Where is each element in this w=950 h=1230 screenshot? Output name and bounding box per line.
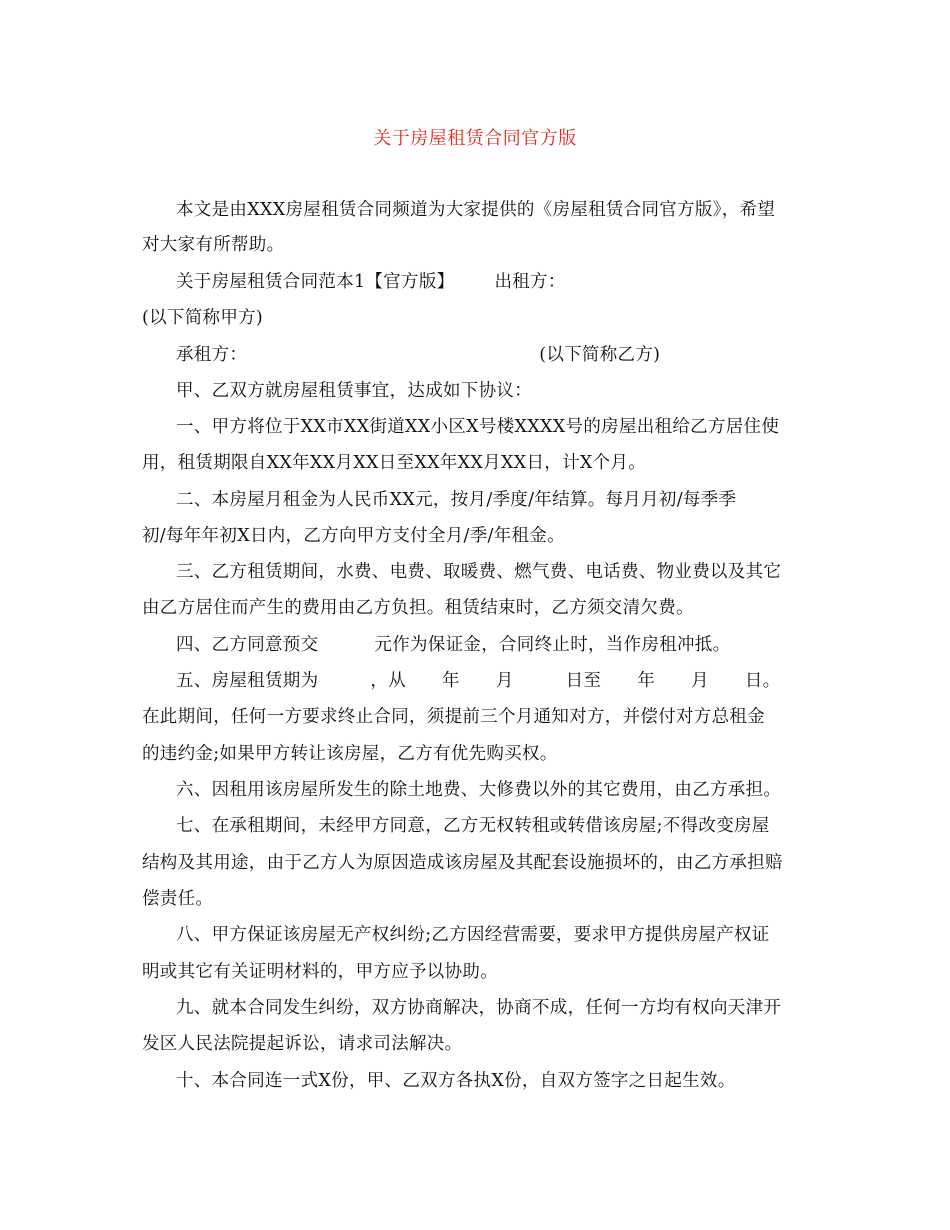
clause-5-part-e: 日至	[565, 671, 602, 691]
clause-5-part-b: ，从	[370, 671, 407, 691]
lessor-alias: (以下简称甲方)	[142, 308, 264, 328]
lessee-label: 承租方：	[176, 345, 248, 365]
clause-7-line-3: 偿责任。	[142, 889, 214, 909]
agreement-line: 甲、乙双方就房屋租赁事宜，达成如下协议：	[176, 381, 532, 401]
lessee-alias: (以下简称乙方)	[539, 345, 661, 365]
clause-5-part-c: 年	[442, 671, 460, 691]
clause-7-line-2: 结构及其用途，由于乙方人为原因造成该房屋及其配套设施损坏的，由乙方承担赔	[142, 853, 783, 873]
clause-7-line-1: 七、在承租期间，未经甲方同意，乙方无权转租或转借该房屋;不得改变房屋	[176, 816, 770, 836]
clause-5-part-g: 月	[691, 671, 709, 691]
sample-heading-line	[176, 270, 822, 294]
clause-1-line-1: 一、甲方将位于XX市XX街道XX小区X号楼XXXX号的房屋出租给乙方居住使	[176, 417, 780, 437]
intro-line-2: 对大家有所帮助。	[142, 235, 285, 255]
clause-5-line-3: 的违约金;如果甲方转让该房屋，乙方有优先购买权。	[142, 744, 558, 764]
clause-5-part-h: 日。	[744, 671, 781, 691]
clause-4-part-a: 四、乙方同意预交	[176, 635, 319, 655]
clause-10-line: 十、本合同连一式X份，甲、乙双方各执X份，自双方签字之日起生效。	[176, 1071, 736, 1091]
clause-5-line-2: 在此期间，任何一方要求终止合同，须提前三个月通知对方，并偿付对方总租金	[142, 707, 765, 727]
clause-9-line-2: 发区人民法院提起诉讼，请求司法解决。	[142, 1034, 463, 1054]
clause-2-line-2: 初/每年年初X日内，乙方向甲方支付全月/季/年租金。	[142, 526, 565, 546]
clause-1-line-2: 用，租赁期限自XX年XX月XX日至XX年XX月XX日，计X个月。	[142, 453, 647, 473]
clause-4-part-b: 元作为保证金，合同终止时，当作房租冲抵。	[374, 635, 731, 655]
clause-3-line-1: 三、乙方租赁期间，水费、电费、取暖费、燃气费、电话费、物业费以及其它	[176, 562, 782, 582]
sample-heading: 关于房屋租赁合同范本1【官方版】	[176, 272, 455, 292]
clause-2-line-1: 二、本房屋月租金为人民币XX元，按月/季度/年结算。每月月初/每季季	[176, 490, 737, 510]
clause-4-line	[176, 633, 822, 657]
clause-5-part-d: 月	[495, 671, 514, 691]
clause-5-part-f: 年	[637, 671, 656, 691]
document-title: 关于房屋租赁合同官方版	[373, 128, 577, 149]
clause-5-line-1	[176, 669, 822, 693]
clause-3-line-2: 由乙方居住而产生的费用由乙方负担。租赁结束时，乙方须交清欠费。	[142, 598, 694, 618]
clause-6-line: 六、因租用该房屋所发生的除土地费、大修费以外的其它费用，由乙方承担。	[176, 780, 782, 800]
intro-line-1: 本文是由XXX房屋租赁合同频道为大家提供的《房屋租赁合同官方版》，希望	[176, 200, 776, 220]
clause-5-part-a: 五、房屋租赁期为	[176, 671, 319, 691]
clause-8-line-2: 明或其它有关证明材料的，甲方应予以协助。	[142, 962, 498, 982]
lessee-line	[176, 343, 822, 367]
clause-8-line-1: 八、甲方保证该房屋无产权纠纷;乙方因经营需要，要求甲方提供房屋产权证	[176, 925, 770, 945]
clause-9-line-1: 九、就本合同发生纠纷，双方协商解决，协商不成，任何一方均有权向天津开	[176, 998, 782, 1018]
lessor-label: 出租方：	[494, 272, 566, 292]
